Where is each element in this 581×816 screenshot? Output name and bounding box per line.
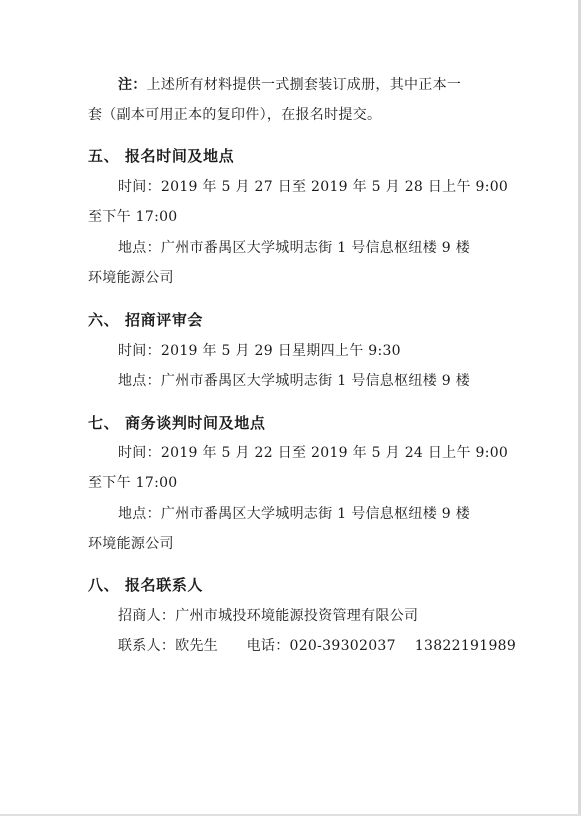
section5-time-line-2: 至下午 17:00 <box>88 209 178 225</box>
section7-heading: 七、 商务谈判时间及地点 <box>88 414 266 432</box>
section7-time-line-1: 时间：2019 年 5 月 22 日至 2019 年 5 月 24 日上午 9:00 <box>118 445 509 461</box>
section5-place-line-1: 地点：广州市番禺区大学城明志街 1 号信息枢纽楼 9 楼 <box>118 240 471 256</box>
note-text-1: 上述所有材料提供一式捌套装订成册，其中正本一 <box>146 77 462 93</box>
section8-heading: 八、 报名联系人 <box>88 576 204 594</box>
note-label: 注： <box>118 77 147 93</box>
note-line-2: 套（副本可用正本的复印件），在报名时提交。 <box>88 107 382 123</box>
section7-time-line-2: 至下午 17:00 <box>88 475 178 491</box>
section6-place-line: 地点：广州市番禺区大学城明志街 1 号信息枢纽楼 9 楼 <box>118 373 471 389</box>
section8-contact-line: 联系人：欧先生 电话：020-39302037 13822191989 <box>118 638 517 654</box>
section7-place-line-1: 地点：广州市番禺区大学城明志街 1 号信息枢纽楼 9 楼 <box>118 506 471 522</box>
section6-heading: 六、 招商评审会 <box>88 311 204 329</box>
section6-time-line: 时间：2019 年 5 月 29 日星期四上午 9:30 <box>118 343 401 359</box>
section8-merchant-line: 招商人：广州市城投环境能源投资管理有限公司 <box>118 608 419 624</box>
note-line-1 <box>118 76 461 94</box>
section7-place-line-2: 环境能源公司 <box>88 536 174 552</box>
section5-place-line-2: 环境能源公司 <box>88 270 174 286</box>
section5-time-line-1: 时间：2019 年 5 月 27 日至 2019 年 5 月 28 日上午 9:00 <box>118 179 509 195</box>
section5-heading: 五、 报名时间及地点 <box>88 147 235 165</box>
